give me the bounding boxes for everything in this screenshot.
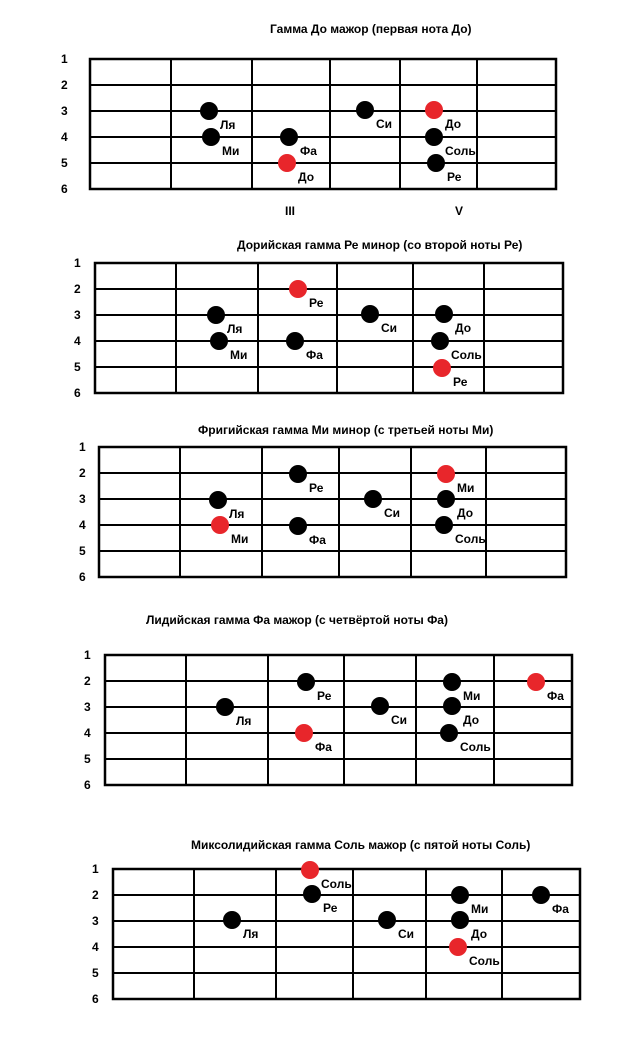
string-number: 2 xyxy=(92,888,99,902)
root-note-dot xyxy=(425,101,443,119)
string-number: 2 xyxy=(79,466,86,480)
note-dot xyxy=(451,886,469,904)
note-dot xyxy=(207,306,225,324)
note-dot xyxy=(532,886,550,904)
note-label: Соль xyxy=(460,740,491,754)
note-dot xyxy=(361,305,379,323)
note-dot xyxy=(202,128,220,146)
fret-marker: V xyxy=(455,204,464,218)
string-number: 4 xyxy=(79,518,86,532)
note-label: Ми xyxy=(463,689,481,703)
string-number: 6 xyxy=(92,992,99,1006)
note-label: До xyxy=(298,170,315,184)
note-dot xyxy=(425,128,443,146)
note-dot xyxy=(431,332,449,350)
fretboard-frame xyxy=(99,447,566,577)
string-number: 5 xyxy=(61,156,68,170)
note-label: Фа xyxy=(309,533,326,547)
note-label: Ре xyxy=(309,481,324,495)
string-number: 3 xyxy=(84,700,91,714)
string-number: 3 xyxy=(79,492,86,506)
root-note-dot xyxy=(295,724,313,742)
note-label: Соль xyxy=(469,954,500,968)
string-number: 4 xyxy=(92,940,99,954)
note-label: Ре xyxy=(453,375,468,389)
string-number: 4 xyxy=(84,726,91,740)
note-label: До xyxy=(463,713,480,727)
note-label: Ре xyxy=(317,689,332,703)
note-label: Ре xyxy=(323,901,338,915)
string-number: 3 xyxy=(74,308,81,322)
note-dot xyxy=(427,154,445,172)
note-label: До xyxy=(455,321,472,335)
note-label: Ре xyxy=(309,296,324,310)
note-label: До xyxy=(457,506,474,520)
note-dot xyxy=(435,305,453,323)
note-dot xyxy=(216,698,234,716)
note-dot xyxy=(364,490,382,508)
diagram-title: Миксолидийская гамма Соль мажор (с пятой ноты Соль) xyxy=(191,838,531,852)
string-number: 6 xyxy=(74,386,81,400)
string-number: 3 xyxy=(92,914,99,928)
note-dot xyxy=(435,516,453,534)
root-note-dot xyxy=(289,280,307,298)
note-label: Фа xyxy=(552,902,569,916)
note-label: Соль xyxy=(321,877,352,891)
note-dot xyxy=(437,490,455,508)
note-label: Ми xyxy=(231,532,249,546)
note-label: Ми xyxy=(457,481,475,495)
root-note-dot xyxy=(437,465,455,483)
note-label: Ре xyxy=(447,170,462,184)
note-label: Си xyxy=(391,713,408,727)
note-label: Си xyxy=(381,321,398,335)
note-label: Ля xyxy=(236,714,252,728)
fretboard-frame xyxy=(105,655,572,785)
string-number: 6 xyxy=(79,570,86,584)
root-note-dot xyxy=(449,938,467,956)
note-dot xyxy=(371,697,389,715)
string-number: 1 xyxy=(74,256,81,270)
string-number: 5 xyxy=(92,966,99,980)
note-label: Ля xyxy=(229,507,245,521)
note-dot xyxy=(289,465,307,483)
string-number: 1 xyxy=(92,862,99,876)
note-dot xyxy=(209,491,227,509)
fret-marker: III xyxy=(285,204,296,218)
diagram-title: Гамма До мажор (первая нота До) xyxy=(270,22,472,36)
root-note-dot xyxy=(433,359,451,377)
note-dot xyxy=(443,697,461,715)
string-number: 1 xyxy=(84,648,91,662)
note-dot xyxy=(303,885,321,903)
diagram-title: Дорийская гамма Ре минор (со второй ноты Ре) xyxy=(237,238,523,252)
note-label: Ми xyxy=(230,348,248,362)
diagram-title: Лидийская гамма Фа мажор (с четвёртой ноты Фа) xyxy=(146,613,448,627)
diagram-title: Фригийская гамма Ми минор (с третьей ноты Ми) xyxy=(198,423,494,437)
note-dot xyxy=(280,128,298,146)
note-dot xyxy=(223,911,241,929)
note-dot xyxy=(451,911,469,929)
note-label: Си xyxy=(376,117,393,131)
note-label: Соль xyxy=(455,532,486,546)
note-dot xyxy=(200,102,218,120)
note-label: Ми xyxy=(471,902,489,916)
note-label: Си xyxy=(398,927,415,941)
fretboard-frame xyxy=(95,263,563,393)
string-number: 2 xyxy=(84,674,91,688)
note-dot xyxy=(289,517,307,535)
string-number: 5 xyxy=(79,544,86,558)
note-label: Ля xyxy=(220,118,236,132)
string-number: 2 xyxy=(74,282,81,296)
note-label: Си xyxy=(384,506,401,520)
note-label: Фа xyxy=(306,348,323,362)
note-dot xyxy=(356,101,374,119)
note-dot xyxy=(210,332,228,350)
note-label: До xyxy=(445,117,462,131)
string-number: 4 xyxy=(74,334,81,348)
note-dot xyxy=(378,911,396,929)
string-number: 1 xyxy=(61,52,68,66)
root-note-dot xyxy=(527,673,545,691)
note-label: Ля xyxy=(243,927,259,941)
note-label: Фа xyxy=(547,689,564,703)
note-dot xyxy=(443,673,461,691)
string-number: 4 xyxy=(61,130,68,144)
note-label: Соль xyxy=(445,144,476,158)
note-label: Фа xyxy=(300,144,317,158)
note-label: Соль xyxy=(451,348,482,362)
string-number: 1 xyxy=(79,440,86,454)
note-label: Ми xyxy=(222,144,240,158)
root-note-dot xyxy=(211,516,229,534)
string-number: 3 xyxy=(61,104,68,118)
string-number: 5 xyxy=(74,360,81,374)
note-dot xyxy=(286,332,304,350)
root-note-dot xyxy=(278,154,296,172)
string-number: 2 xyxy=(61,78,68,92)
fretboard-frame xyxy=(90,59,556,189)
note-dot xyxy=(440,724,458,742)
note-label: Ля xyxy=(227,322,243,336)
note-dot xyxy=(297,673,315,691)
note-label: До xyxy=(471,927,488,941)
string-number: 6 xyxy=(61,182,68,196)
string-number: 6 xyxy=(84,778,91,792)
note-label: Фа xyxy=(315,740,332,754)
root-note-dot xyxy=(301,861,319,879)
string-number: 5 xyxy=(84,752,91,766)
